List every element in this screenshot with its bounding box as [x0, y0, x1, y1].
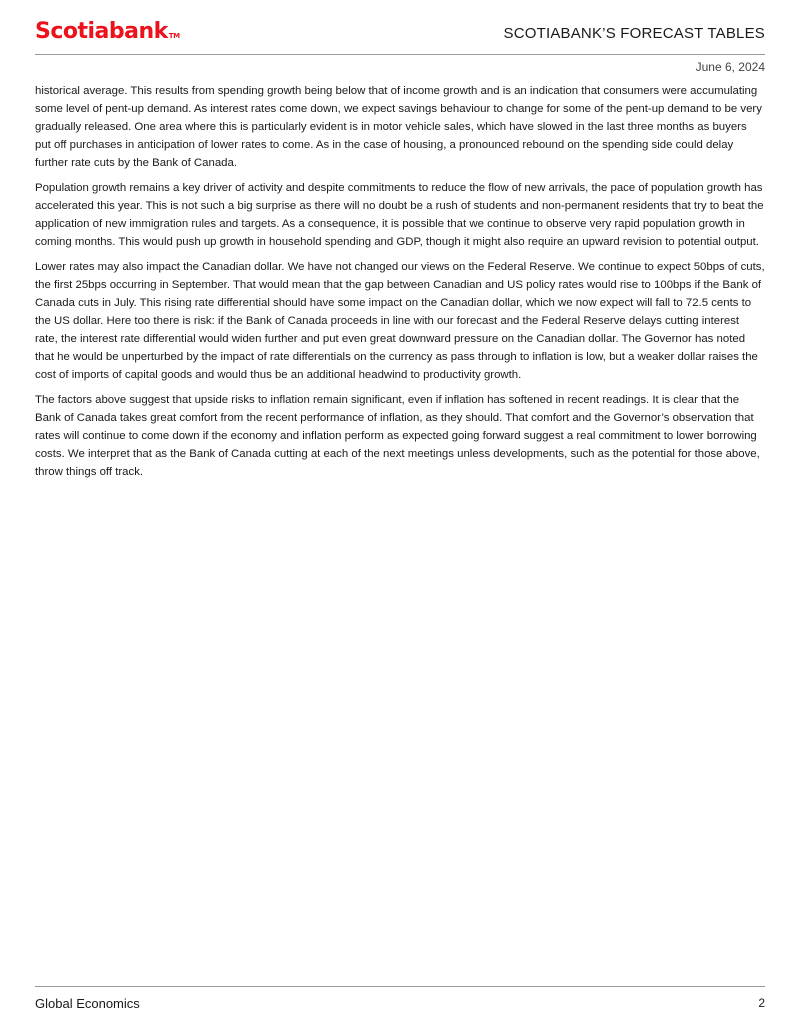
footer-divider: [35, 986, 765, 987]
publication-date: June 6, 2024: [695, 60, 765, 74]
trademark-mark: TM: [168, 32, 180, 40]
paragraph-2: Population growth remains a key driver of activity and despite commitments to reduce the flow of new arrivals, the pace of population growth has accelerated this year. This is not such a big surprise as there will no doubt be a rush of students and non-permanent residents that try to beat the application of new immigration rules and targets. As a consequence, it is possible that we continue to observe very rapid population growth in coming months. This would push up growth in household spending and GDP, though it might also require an upward revision to potential output.: [35, 182, 764, 248]
page-header-title: SCOTIABANK’S FORECAST TABLES: [503, 25, 765, 42]
footer-section-label: Global Economics: [35, 996, 140, 1011]
article-body: [35, 82, 765, 488]
page-number: 2: [758, 996, 765, 1010]
paragraph-1: historical average. This results from spending growth being below that of income growth and is an indication that consumers were accumulating some level of pent-up demand. As interest rates come down, we expect savings behaviour to change for some of the pent-up demand to be very gradually released. One area where this is particularly evident is in motor vehicle sales, which have slowed in the last three months as buyers put off purchases in anticipation of lower rates to come. As in the case of housing, a pronounced rebound on the spending side could delay further rate cuts by the Bank of Canada.: [35, 85, 762, 169]
scotiabank-logo: [35, 19, 180, 44]
paragraph-3: Lower rates may also impact the Canadian dollar. We have not changed our views on the Federal Reserve. We continue to expect 50bps of cuts, the first 25bps occurring in September. That would mean that the gap between Canadian and US policy rates would rise to 100bps if the Bank of Canada cuts in July. This rising rate differential should have some impact on the Canadian dollar, which we now expect will fall to 72.5 cents to the US dollar. Here too there is risk: if the Bank of Canada proceeds in line with our forecast and the Federal Reserve delays cutting interest rate, the interest rate differential would widen further and put even great downward pressure on the Canadian dollar. The Governor has noted that he would be unperturbed by the impact of rate differentials on the currency as pass through to inflation is low, but a weaker dollar raises the cost of imports of capital goods and would thus be an additional headwind to productivity growth.: [35, 261, 765, 381]
logo-text: Scotiabank: [35, 19, 168, 44]
header-divider: [35, 54, 765, 55]
paragraph-4: The factors above suggest that upside risks to inflation remain significant, even if inflation has softened in recent readings. It is clear that the Bank of Canada takes great comfort from the recent performance of inflation, as they should. That comfort and the Governor’s observation that rates will continue to come down if the economy and inflation perform as expected going forward suggest a real commitment to lower borrowing costs. We interpret that as the Bank of Canada cutting at each of the next meetings unless developments, such as the potential for those above, throw things off track.: [35, 394, 760, 478]
